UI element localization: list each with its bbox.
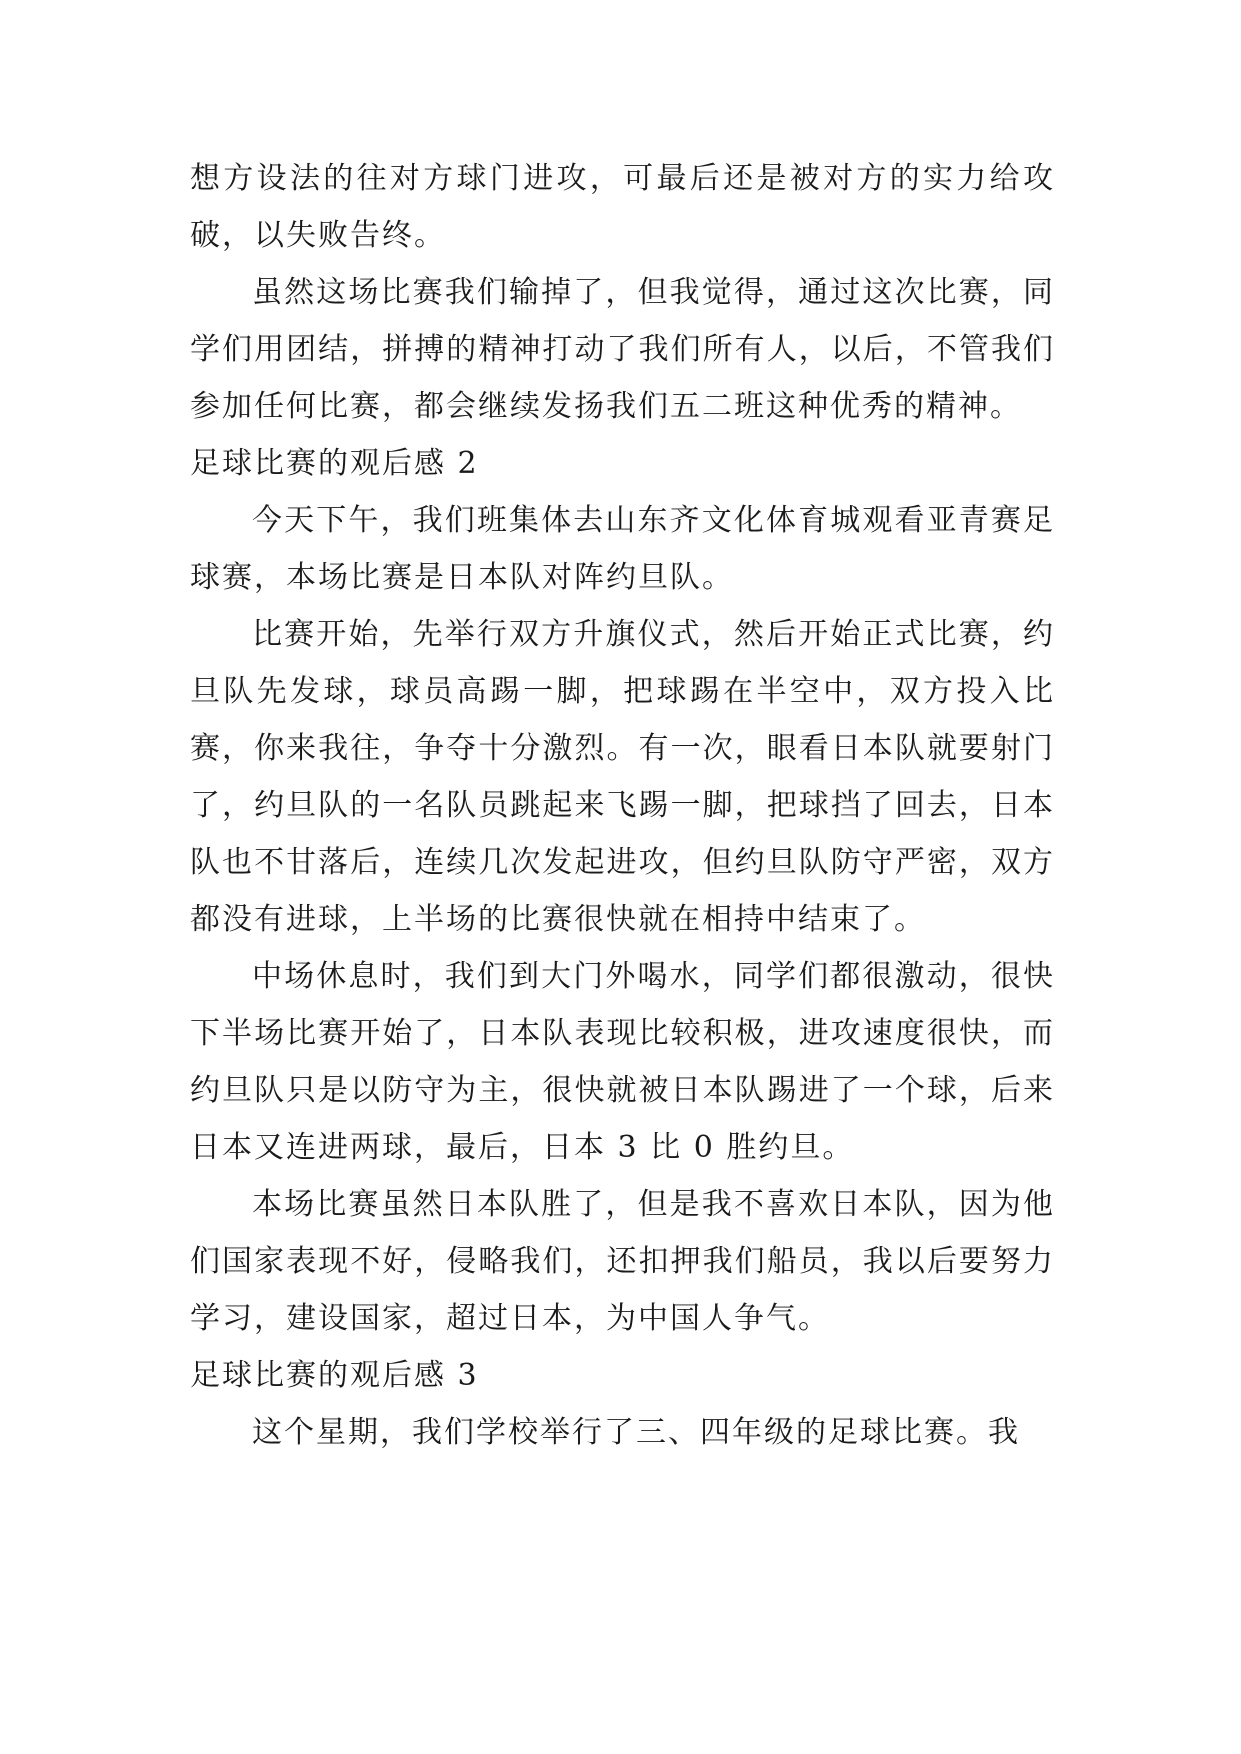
paragraph-conclusion: 虽然这场比赛我们输掉了，但我觉得，通过这次比赛，同学们用团结，拼搏的精神打动了我们所有人，以后，不管我们参加任何比赛，都会继续发扬我们五二班这种优秀的精神。	[190, 275, 1055, 424]
paragraph-second-half: 中场休息时，我们到大门外喝水，同学们都很激动，很快下半场比赛开始了，日本队表现比较积极，进攻速度很快，而约旦队只是以防守为主，很快就被日本队踢进了一个球，后来日本又连进两球，最后，日本 3 比 0 胜约旦。	[190, 959, 1055, 1165]
section-heading-3: 足球比赛的观后感 3	[190, 1358, 479, 1393]
paragraph-opening: 这个星期，我们学校举行了三、四年级的足球比赛。我	[252, 1415, 1020, 1450]
paragraph-continuation: 想方设法的往对方球门进攻，可最后还是被对方的实力给攻破，以失败告终。	[190, 161, 1055, 253]
section-heading-2: 足球比赛的观后感 2	[190, 446, 479, 481]
paragraph-first-half: 比赛开始，先举行双方升旗仪式，然后开始正式比赛，约旦队先发球，球员高踢一脚，把球踢在半空中，双方投入比赛，你来我往，争夺十分激烈。有一次，眼看日本队就要射门了，约旦队的一名队员跳起来飞踢一脚，把球挡了回去，日本队也不甘落后，连续几次发起进攻，但约旦队防守严密，双方都没有进球，上半场的比赛很快就在相持中结束了。	[190, 617, 1055, 937]
paragraph-reflection: 本场比赛虽然日本队胜了，但是我不喜欢日本队，因为他们国家表现不好，侵略我们，还扣押我们船员，我以后要努力学习，建设国家，超过日本，为中国人争气。	[190, 1187, 1055, 1336]
document-page	[190, 150, 1055, 1461]
paragraph-intro: 今天下午，我们班集体去山东齐文化体育城观看亚青赛足球赛，本场比赛是日本队对阵约旦队。	[190, 503, 1055, 595]
